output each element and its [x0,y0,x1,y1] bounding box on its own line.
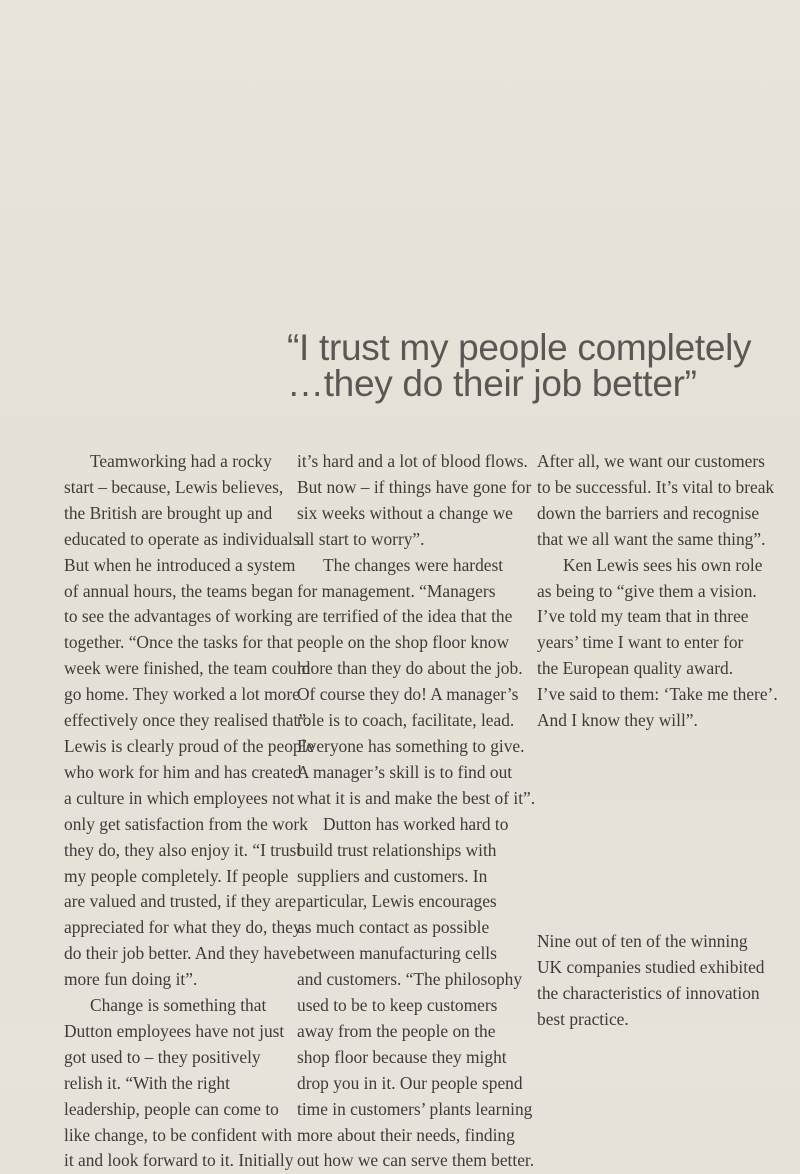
text-line: are valued and trusted, if they are [64,891,297,912]
body-column-3 [537,449,792,734]
text-line: drop you in it. Our people spend [297,1072,523,1093]
text-line: the characteristics of innovation [537,982,760,1003]
text-line: together. “Once the tasks for that [64,632,293,653]
text-line: role is to coach, facilitate, lead. [297,710,515,731]
text-line: Teamworking had a rocky [90,451,272,471]
text-line: and customers. “The philosophy [297,969,523,990]
text-line: time in customers’ plants learning [297,1098,533,1119]
text-line: build trust relationships with [297,839,497,860]
text-line: suppliers and customers. In [297,865,488,886]
text-line: start – because, Lewis believes, [64,476,284,497]
text-line: a culture in which employees not [64,787,295,808]
text-line: Lewis is clearly proud of the people [64,735,315,756]
text-line: But when he introduced a system [64,554,296,575]
text-line: UK companies studied exhibited [537,956,765,977]
text-line: down the barriers and recognise [537,502,760,523]
text-line: the British are brought up and [64,502,273,523]
text-line: out how we can serve them better. [297,1150,535,1171]
text-line: it’s hard and a lot of blood flows. [297,451,528,471]
text-line: After all, we want our customers [537,451,765,471]
text-line: for management. “Managers [297,580,496,601]
text-line: appreciated for what they do, they [64,917,302,938]
text-line: what it is and make the best of it”. [297,787,536,808]
text-line: educated to operate as individuals. [64,528,305,549]
text-line: best practice. [537,1008,629,1029]
pull-quote-line-2: …they do their job better” [287,363,697,404]
text-line: are terrified of the idea that the [297,606,513,627]
body-column-3-closing-paragraph [537,929,792,1033]
text-line: of annual hours, the teams began [64,580,293,601]
text-line: used to be to keep customers [297,995,498,1016]
text-line: go home. They worked a lot more [64,684,300,705]
text-line: between manufacturing cells [297,943,497,964]
pull-quote [287,327,752,404]
text-line: week were finished, the team could [64,658,311,679]
text-line: six weeks without a change we [297,502,513,523]
text-line: as much contact as possible [297,917,490,938]
text-line: the European quality award. [537,658,734,679]
text-line: A manager’s skill is to find out [297,761,513,782]
text-line: Ken Lewis sees his own role [563,554,763,575]
text-line: Change is something that [90,995,267,1016]
text-line: away from the people on the [297,1020,496,1041]
text-line: that we all want the same thing”. [537,528,766,549]
text-line: I’ve told my team that in three [537,606,749,627]
text-line: Dutton has worked hard to [323,813,509,834]
text-line: more fun doing it”. [64,969,198,990]
body-column-2 [297,449,536,1174]
text-line: The changes were hardest [323,554,504,575]
text-line: Of course they do! A manager’s [297,684,519,705]
text-line: only get satisfaction from the work [64,813,308,834]
text-line: all start to worry”. [297,528,425,549]
text-line: shop floor because they might [297,1046,507,1067]
text-line: they do, they also enjoy it. “I trust [64,839,302,860]
text-line: Nine out of ten of the winning [537,931,748,951]
text-line: particular, Lewis encourages [297,891,497,912]
text-line: it and look forward to it. Initially [64,1150,294,1171]
text-line: Everyone has something to give. [297,735,525,756]
pull-quote-line-1: “I trust my people completely [287,327,752,368]
text-line: my people completely. If people [64,865,289,886]
text-line: relish it. “With the right [64,1072,230,1093]
body-column-1 [64,449,315,1174]
text-line: more than they do about the job. [297,658,523,679]
text-line: years’ time I want to enter for [537,632,744,653]
text-line: more about their needs, finding [297,1124,515,1145]
text-line: I’ve said to them: ‘Take me there’. [537,684,778,705]
text-line: Dutton employees have not just [64,1020,285,1041]
text-line: do their job better. And they have [64,943,297,964]
text-line: as being to “give them a vision. [537,580,757,601]
text-line: And I know they will”. [537,710,698,731]
text-line: But now – if things have gone for [297,476,532,497]
text-line: who work for him and has created [64,761,302,782]
text-line: people on the shop floor know [297,632,510,653]
text-line: like change, to be confident with [64,1124,292,1145]
text-line: got used to – they positively [64,1046,261,1067]
text-line: leadership, people can come to [64,1098,279,1119]
text-line: to be successful. It’s vital to break [537,476,775,497]
text-line: effectively once they realised that”. [64,710,311,731]
text-line: to see the advantages of working [64,606,293,627]
